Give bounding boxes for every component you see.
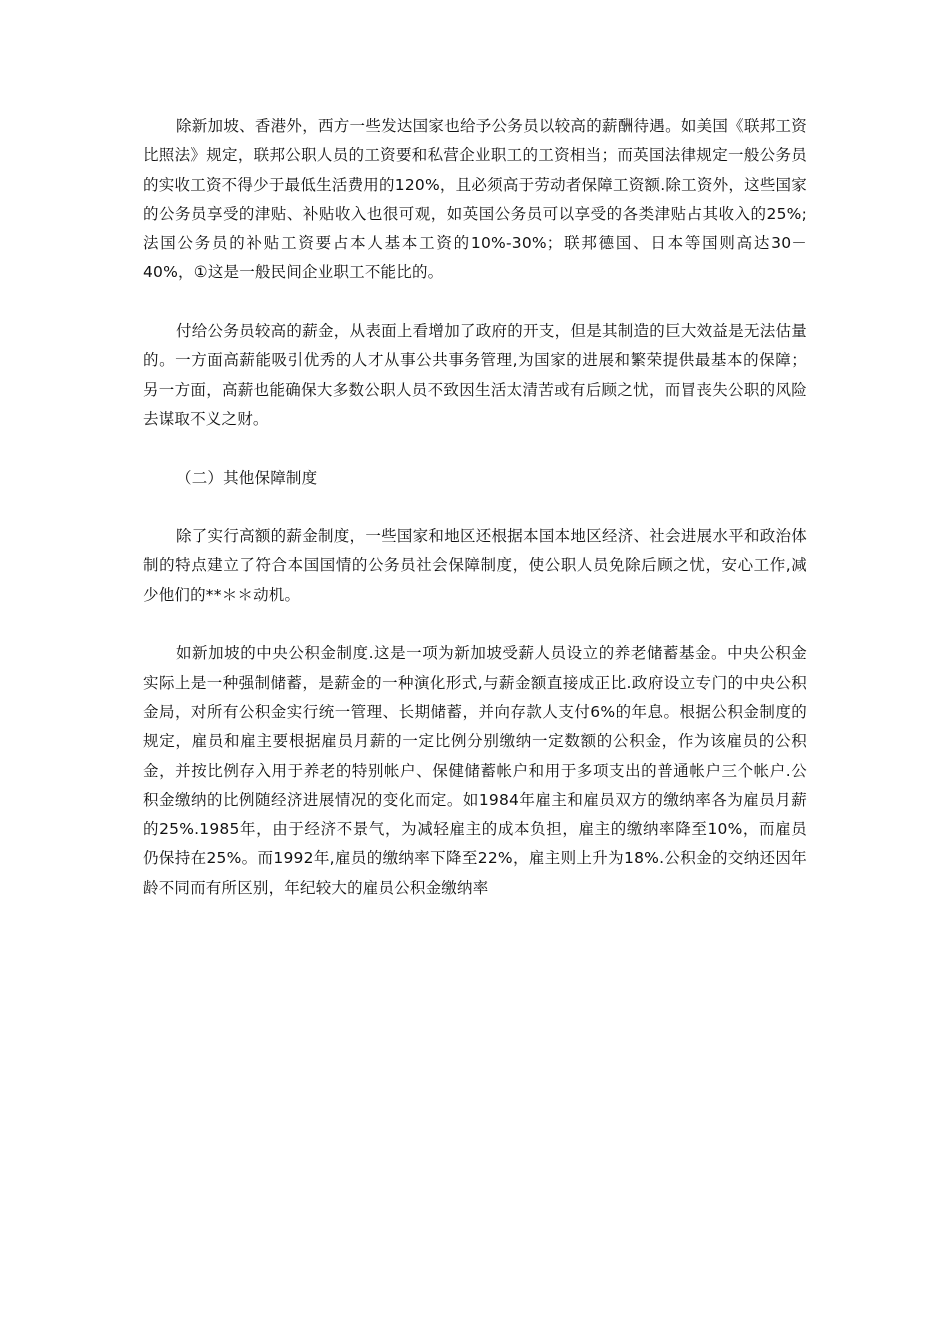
document-body <box>143 112 807 903</box>
paragraph-salary-benefits: 付给公务员较高的薪金，从表面上看增加了政府的开支，但是其制造的巨大效益是无法估量的。一方面高薪能吸引优秀的人才从事公共事务管理,为国家的进展和繁荣提供最基本的保障；另一方面，高薪也能确保大多数公职人员不致因生活太清苦或有后顾之忧，而冒丧失公职的风险去谋取不义之财。 <box>143 322 807 428</box>
paragraph-salary-western: 除新加坡、香港外，西方一些发达国家也给予公务员以较高的薪酬待遇。如美国《联邦工资比照法》规定，联邦公职人员的工资要和私营企业职工的工资相当；而英国法律规定一般公务员的实收工资不得少于最低生活费用的120%，且必须高于劳动者保障工资额.除工资外，这些国家的公务员享受的津贴、补贴收入也很可观，如英国公务员可以享受的各类津贴占其收入的25%;法国公务员的补贴工资要占本人基本工资的10%-30%；联邦德国、日本等国则高达30－40%，①这是一般民间企业职工不能比的。 <box>143 117 807 282</box>
paragraph-social-security: 除了实行高额的薪金制度，一些国家和地区还根据本国本地区经济、社会进展水平和政治体制的特点建立了符合本国国情的公务员社会保障制度，使公职人员免除后顾之忧，安心工作,减少他们的**＊＊动机。 <box>143 527 807 604</box>
paragraph-singapore-cpf: 如新加坡的中央公积金制度.这是一项为新加坡受薪人员设立的养老储蓄基金。中央公积金实际上是一种强制储蓄，是薪金的一种演化形式,与薪金额直接成正比.政府设立专门的中央公积金局，对所有公积金实行统一管理、长期储蓄，并向存款人支付6%的年息。根据公积金制度的规定，雇员和雇主要根据雇员月薪的一定比例分别缴纳一定数额的公积金，作为该雇员的公积金，并按比例存入用于养老的特别帐户、保健储蓄帐户和用于多项支出的普通帐户三个帐户.公积金缴纳的比例随经济进展情况的变化而定。如1984年雇主和雇员双方的缴纳率各为雇员月薪的25%.1985年，由于经济不景气，为减轻雇主的成本负担，雇主的缴纳率降至10%，而雇员仍保持在25%。而1992年,雇员的缴纳率下降至22%，雇主则上升为18%.公积金的交纳还因年龄不同而有所区别，年纪较大的雇员公积金缴纳率 <box>143 644 807 897</box>
section-heading: （二）其他保障制度 <box>176 468 318 487</box>
